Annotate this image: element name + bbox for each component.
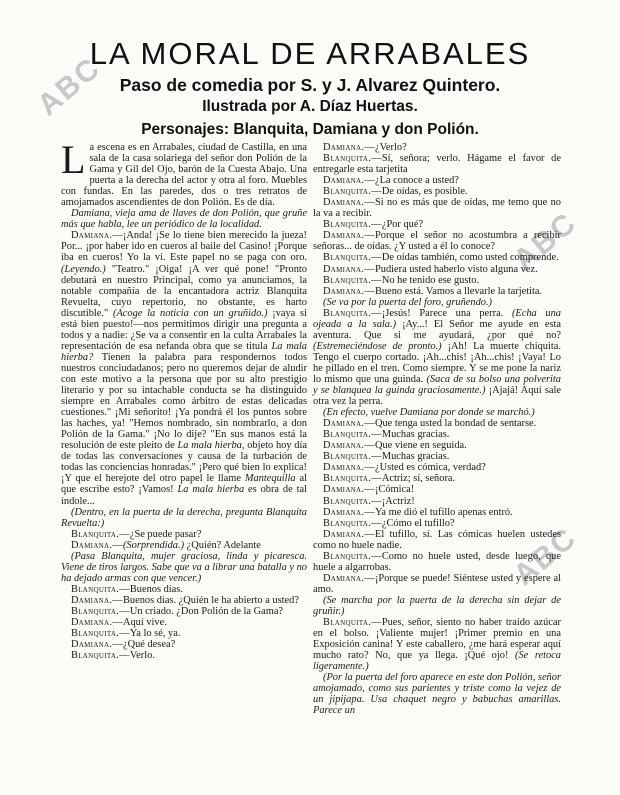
- intro-paragraph: La escena es en Arrabales, ciudad de Castilla, en una sala de la casa solariega del señor don Polión de la Gama y Gil del Ojo, barón de la Cuesta Abajo. Una puerta a la derecha del actor y otra al foro. Muebles con fundas. En las paredes, dos o tres retratos de amojamados ascendientes de don Polión. Es de día.: [61, 137, 307, 209]
- dialogue-line: Damiana.—Porque el señor no acostumbra a recibir señoras... de oídas. ¿Y usted a él lo conoce?: [313, 230, 561, 253]
- drop-cap: L: [61, 137, 86, 182]
- dialogue-line: Blanquita.—Actriz; sí, señora.: [323, 473, 456, 485]
- dialogue-line: Blanquita.—Muchas gracias.: [323, 429, 450, 441]
- subtitle: Paso de comedia por S. y J. Alvarez Quintero.: [119, 75, 501, 95]
- stage-direction: (Se marcha por la puerta de la derecha sin dejar de gruñir.): [313, 594, 561, 617]
- dialogue-line: Damiana.—¡Porque se puede! Siéntese usted y espere al amo.: [313, 572, 561, 595]
- dialogue-line: Damiana.—Que tenga usted la bondad de sentarse.: [323, 418, 537, 430]
- dialogue-line: Blanquita.—Pues, señor, siento no haber traído azúcar en el bolso. ¡Valiente mujer! ¡Primer premio en una Exposición canina! Y este caballero, ¿me hará esperar aquí mucho rato? No, que ya llega. ¡Qué ojo! (Se retoca ligeramente.): [313, 617, 561, 673]
- dialogue-line: Blanquita.—¿Se puede pasar?: [71, 528, 202, 540]
- dialogue-line: Damiana.—¿Qué desea?: [71, 639, 176, 651]
- dialogue-line: Blanquita.—De oídas, es posible.: [323, 186, 468, 198]
- dialogue-line: Blanquita.—Verlo.: [71, 650, 155, 662]
- dialogue-line: Blanquita.—Un criado. ¿Don Polión de la Gama?: [71, 605, 284, 617]
- dialogue-line: Damiana.—¿Usted es cómica, verdad?: [323, 462, 486, 474]
- left-column: [61, 137, 307, 662]
- dialogue-line: Damiana.—Ya me dió el tufillo apenas entró.: [323, 506, 513, 518]
- dialogue-line: Blanquita.—Ya lo sé, ya.: [71, 628, 181, 640]
- characters-line: Personajes: Blanquita, Damiana y don Polión.: [141, 121, 479, 138]
- stage-direction: (Se va por la puerta del foro, gruñendo.): [323, 296, 493, 308]
- dialogue-line: Damiana.—Aquí vive.: [71, 617, 167, 629]
- dialogue-line: Damiana.—(Sorprendida.) ¿Quién? Adelante: [71, 539, 261, 551]
- illustrator-credit: Ilustrada por A. Díaz Huertas.: [202, 98, 418, 115]
- stage-direction: (Por la puerta del foro aparece en este don Polión, señor amojamado, como sus parientes y triste como la vejez de un jipijapa. Usa chaquet negro y babuchas amarillas. Parece un: [313, 672, 561, 717]
- stage-direction: Damiana, vieja ama de llaves de don Polión, que gruñe más que habla, lee un periódico de la localidad.: [61, 208, 307, 231]
- stage-direction: (Dentro, en la puerta de la derecha, pregunta Blanquita Revuelta:): [61, 506, 307, 529]
- dialogue-line: Blanquita.—Muchas gracias.: [323, 451, 450, 463]
- dialogue-line: Blanquita.—¡Jesús! Parece una perra. (Echa una ojeada a la sala.) ¡Ay...! El Señor me ayude en esta aventura. Que si me ayudará, ¿por qué no? (Estremeciéndose de pronto.) ¡Ah! La muerte chiquita. Tengo el cuerpo cortado. ¡Ah...chis! ¡Ah...chis! ¡Vaya! Lo he pillado en el tren. Como siempre. Y se me pone la nariz lo mismo que una guinda. (Saca de su bolso una polverita y se blanquea la guinda graciosamente.) ¡Ajajá! Aquí sale otra vez la perra.: [313, 307, 562, 408]
- dialogue-line: Blanquita.—¿Cómo el tufillo?: [323, 517, 455, 529]
- stage-direction: (Pasa Blanquita, mujer graciosa, linda y picaresca. Viene de tiros largos. Sabe que va a librar una batalla y no ha dejado armas con que vencer.): [61, 550, 307, 584]
- dialogue-line: Blanquita.—Sí, señora; verlo. Hágame el favor de entregarle esta tarjetita: [313, 153, 561, 176]
- dialogue-line: Blanquita.—De oídas también, como usted comprende.: [323, 252, 559, 264]
- dialogue-line: Damiana.—¿La conoce a usted?: [323, 175, 459, 187]
- page-title: LA MORAL DE ARRABALES: [89, 36, 531, 71]
- abc-stamp: ABC: [31, 51, 107, 123]
- dialogue-line: Damiana.—Si no es más que de oídas, me temo que no la va a recibir.: [313, 197, 561, 220]
- right-column: [313, 142, 561, 716]
- dialogue-line: Damiana.—Pudiera usted haberlo visto alguna vez.: [323, 263, 538, 275]
- dialogue-line: Damiana.—Que viene en seguida.: [323, 440, 467, 452]
- dialogue-line: Damiana.—¡Cómica!: [323, 484, 415, 496]
- dialogue-line: Blanquita.—Como no huele usted, desde luego, que huele a algarrobas.: [313, 550, 561, 573]
- dialogue-line: Blanquita.—¡Actriz!: [323, 495, 415, 507]
- dialogue-line: Blanquita.—¿Por qué?: [323, 219, 424, 231]
- dialogue-line: Damiana.—Bueno está. Vamos a llevarle la tarjetita.: [323, 285, 543, 297]
- abc-stamp: ABC: [507, 206, 583, 278]
- dialogue-line: Damiana.—¡Anda! ¡Se lo tiene bien merecido la jueza! Por... ¡por haber ido en cueros al baile del Casino! ¡Porque iba en cueros! Yo la vi. Este papel no se paga con oro. (Leyendo.) "Teatro." ¡Oiga! ¡A ver qué pone! "Pronto debutará en nuestro Principal, como ya anunciamos, la notable compañía de la encantadora actriz Blanquita Revuelta, cuyo repertorio, no obstante, es harto discutible." (Acoge la noticia con un gruñido.) ¡vaya si está bien puesto!—nos permitimos dirigir una pregunta a todos y a nadie: ¿Se va a consentir en la culta Arrabales la representación de esa nefanda obra que se titula La mala hierba? Tienen la palabra para respondernos todos nuestros conciudadanos; pero no queremos dejar de aludir con este motivo a la persona que por su alto prestigio literario y por su intachable conducta se ha distinguido siempre en Arrabales como árbitro de estas delicadas cuestiones." ¡Mi señorito! ¡Ya pondrá él los puntos sobre las haches, ya! "Hemos nombrado, sin nombrarlo, a don Polión de la Gama." ¡No lo dije? "En sus manos está la resolución de este pleito de La mala hierba, objeto hoy día de todas las conversaciones y causa de la turbación de todas las conciencias honradas." ¡Pero qué bien lo explica! ¡Y que el herejote del otro papel le llame Mantequilla al que escribe esto? ¡Vamos! La mala hierba es obra de tal índole...: [61, 230, 307, 507]
- abc-stamp: ABC: [507, 521, 583, 593]
- dialogue-line: Blanquita.—No he tenido ese gusto.: [323, 274, 480, 286]
- dialogue-line: Damiana.—¿Verlo?: [323, 142, 407, 153]
- stage-direction: (En efecto, vuelve Damiana por donde se marchó.): [323, 407, 535, 419]
- dialogue-line: Damiana.—Buenos días. ¿Quién le ha abierto a usted?: [71, 594, 299, 606]
- dialogue-line: Damiana.—El tufillo, sí. Las cómicas huelen ustedes como no huele nadie.: [313, 528, 561, 551]
- dialogue-line: Blanquita.—Buenos días.: [71, 583, 183, 595]
